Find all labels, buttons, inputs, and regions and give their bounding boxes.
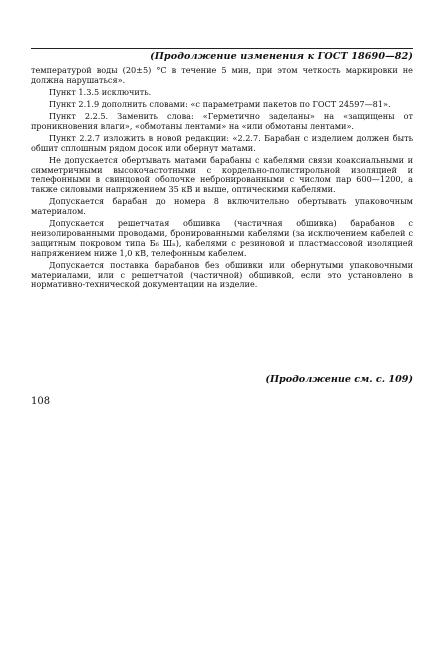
header-rule <box>31 48 413 49</box>
paragraph: Допускается поставка барабанов без обшивки или обернутыми упаковочными материалами, или с решетчатой (частичной) обшивкой, если это установлено в нормативно-технической документации на изделие. <box>31 259 413 290</box>
paragraph: температурой воды (20±5) °С в течение 5 мин, при этом четкость маркировки не должна нарушаться». <box>31 65 413 85</box>
paragraph: Допускается решетчатая обшивка (частичная обшивка) барабанов с неизолированными проводами, бронированными кабелями (за исключением кабелей с защитным покровом типа Б₆ Шₙ), кабелями с резиновой и пластмассовой изоляцией напряжением ниже 1,0 кВ, телефонным кабелем. <box>31 218 413 258</box>
page-number: 108 <box>31 396 51 407</box>
paragraph: Пункт 1.3.5 исключить. <box>49 86 152 97</box>
continuation-header: (Продолжение изменения к ГОСТ 18690—82) <box>150 51 413 62</box>
paragraph: Пункт 2.2.7 изложить в новой редакции: «2.2.7. Барабан с изделием должен быть обшит сплошным рядом досок или обернут матами. <box>31 132 413 153</box>
paragraph: Пункт 2.2.5. Заменить слова: «Герметично заделаны» на «защищены от проникновения влаги», «обмотаны лентами» на «или обмотаны лентами». <box>31 110 413 131</box>
paragraph: Пункт 2.1.9 дополнить словами: «с параметрами пакетов по ГОСТ 24597—81». <box>49 98 391 109</box>
paragraph: Допускается барабан до номера 8 включительно обертывать упаковочным материалом. <box>31 196 413 217</box>
continuation-footer: (Продолжение см. с. 109) <box>265 374 413 385</box>
paragraph: Не допускается обертывать матами барабаны с кабелями связи коаксиальными и симметричными высокочастотными с кордельно-полистирольной изоляцией и телефонными в свинцовой оболочке небронированными с числом пар 600—1200, а также силовыми напряжением 35 кВ и выше, оптическими кабелями. <box>31 154 413 195</box>
amendment-text <box>31 66 413 292</box>
